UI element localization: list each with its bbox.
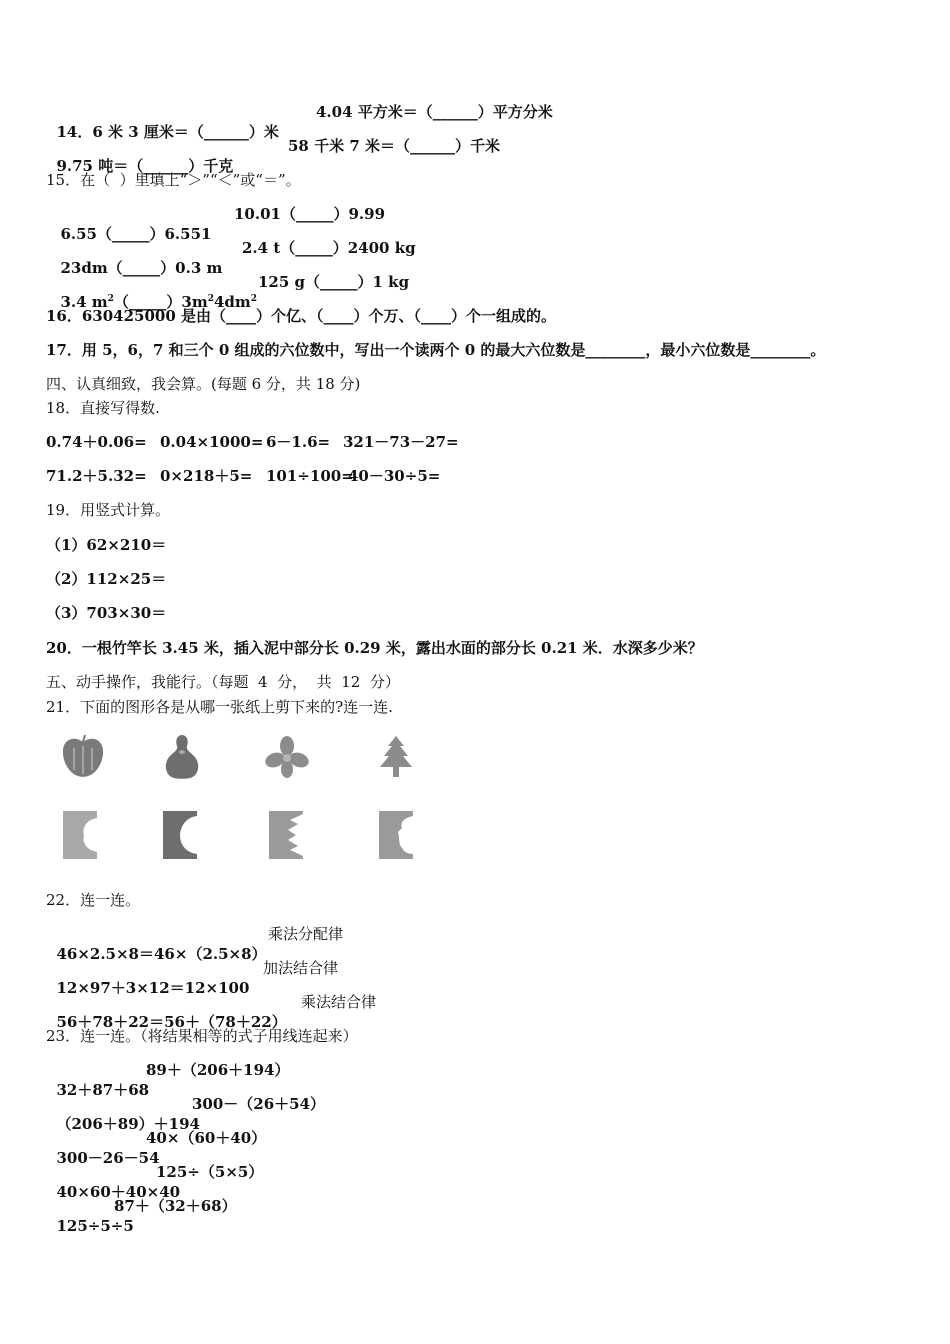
paper-zigzag-cut-icon — [266, 808, 306, 862]
q23-title: 23．连一连。（将结果相等的式子用线连起来） — [46, 1027, 358, 1045]
q15-row2-b: 2.4 t（_____）2400 kg — [242, 239, 416, 257]
section4-heading: 四、认真细致，我会算。(每题 6 分，共 18 分) — [46, 375, 361, 393]
q17: 17．用 5，6，7 和三个 0 组成的六位数中，写出一个读两个 0 的最大六位数是________，最小六位数是________。 — [46, 341, 826, 359]
gourd-shape-icon — [160, 732, 204, 782]
flower-shape-icon — [264, 734, 310, 780]
q23-right-5: 87＋（32＋68） — [114, 1197, 237, 1215]
q23-row — [46, 1196, 237, 1256]
q22-law-1: 乘法分配律 — [268, 925, 344, 943]
q18-title: 18．直接写得数. — [46, 399, 160, 417]
q18-r2-c3: 101÷100= — [266, 467, 354, 485]
q23-right-3: 40×（60＋40） — [146, 1129, 267, 1147]
q21-title: 21．下面的图形各是从哪一张纸上剪下来的?连一连. — [46, 698, 393, 716]
q22-law-2: 加法结合律 — [263, 959, 339, 977]
q22-title: 22．连一连。 — [46, 891, 141, 909]
q22-law-3: 乘法结合律 — [301, 993, 377, 1011]
q23-left-4: 40×60＋40×40 — [56, 1183, 181, 1201]
q14-item-c: 9.75 吨＝（______）千克 — [56, 157, 234, 175]
q14-item-d: 58 千米 7 米＝（______）千米 — [288, 137, 500, 155]
q23-left-1: 32＋87＋68 — [56, 1081, 150, 1099]
q18-r1-c1: 0.74＋0.06= — [46, 433, 147, 451]
q18-r1-c4: 321－73－27= — [343, 433, 459, 451]
q19-item-2: （2）112×25＝ — [46, 570, 167, 588]
paper-notch-cut-icon — [376, 808, 416, 862]
q15-row3-b: 125 g（_____）1 kg — [258, 273, 410, 291]
q18-r2-c4: 40－30÷5= — [348, 467, 441, 485]
q15-row3-a: 3.4 $m^2(\_\_\_\_\_)3m^24dm^2$ — [60, 293, 258, 311]
q18-r1-c2: 0.04×1000= — [160, 433, 264, 451]
q18-r2-c1: 71.2＋5.32= — [46, 467, 147, 485]
paper-leaf-cut-icon — [60, 808, 100, 862]
q18-r1-c3: 6－1.6= — [266, 433, 331, 451]
q23-right-2: 300－（26＋54） — [192, 1095, 326, 1113]
q19-title: 19．用竖式计算。 — [46, 501, 171, 519]
q23-left-5: 125÷5÷5 — [56, 1217, 134, 1235]
q19-item-1: （1）62×210＝ — [46, 536, 167, 554]
q18-r2-c2: 0×218＋5= — [160, 467, 253, 485]
q19-item-3: （3）703×30＝ — [46, 604, 167, 622]
tree-shape-icon — [376, 734, 416, 780]
q22-expr-2: 12×97＋3×12＝12×100 — [56, 979, 250, 997]
q15-row1-a: 6.55（_____）6.551 — [60, 225, 212, 243]
q23-right-1: 89＋（206＋194） — [146, 1061, 290, 1079]
q14-item-a: 14．6 米 3 厘米＝（______）米 — [56, 123, 279, 141]
q23-left-2: （206＋89）＋194 — [56, 1115, 200, 1133]
q14-item-b: 4.04 平方米＝（______）平方分米 — [316, 103, 553, 121]
q22-expr-3: 56＋78＋22＝56＋（78＋22） — [56, 1013, 287, 1031]
section5-heading: 五、动手操作，我能行。（每题 4 分， 共 12 分） — [46, 673, 400, 691]
q15-title: 15．在（ ）里填上“＞”“＜”或“＝”。 — [46, 171, 301, 189]
q22-expr-1: 46×2.5×8＝46×（2.5×8） — [56, 945, 267, 963]
paper-arc-cut-icon — [160, 808, 200, 862]
apple-shape-icon — [58, 734, 108, 780]
q23-right-4: 125÷（5×5） — [156, 1163, 264, 1181]
q15-row1-b: 10.01（_____）9.99 — [234, 205, 386, 223]
q16: 16．630425000 是由（____）个亿、（____）个万、（____）个一组成的。 — [46, 307, 557, 325]
q20: 20．一根竹竿长 3.45 米，插入泥中部分长 0.29 米，露出水面的部分长 0.21 米．水深多少米？ — [46, 639, 703, 657]
q15-row2-a: 23dm（_____）0.3 m — [60, 259, 223, 277]
q23-left-3: 300－26－54 — [56, 1149, 160, 1167]
